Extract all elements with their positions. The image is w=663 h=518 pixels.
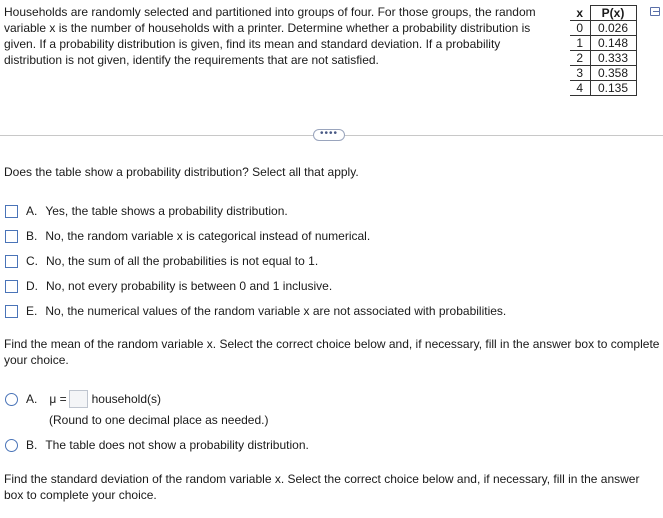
problem-statement: Households are randomly selected and partitioned into groups of four. For those groups, the random variable x is the number of households with a printer. Determine whether a probability distribution is given. If a probability distribution is given, find its mean and standard deviation. If a probability distribution is not given, identify the requirements that are not satisfied. — [4, 5, 536, 67]
radio-a[interactable] — [5, 393, 18, 406]
option-letter: E. — [26, 304, 38, 318]
option-text: No, the random variable x is categorical instead of numerical. — [45, 229, 371, 243]
probability-table — [570, 5, 637, 96]
option-text: No, the sum of all the probabilities is not equal to 1. — [46, 254, 319, 268]
checkbox-d[interactable] — [5, 280, 18, 293]
radio-option-a[interactable] — [5, 389, 161, 409]
copy-table-icon[interactable] — [650, 7, 660, 16]
radio-option-b[interactable] — [5, 437, 309, 453]
table-cell-p: 0.358 — [590, 66, 636, 81]
checkbox-option-e[interactable] — [5, 303, 506, 319]
table-cell-p: 0.148 — [590, 36, 636, 51]
checkbox-option-d[interactable] — [5, 278, 332, 294]
question-1-prompt: Does the table show a probability distribution? Select all that apply. — [4, 165, 359, 179]
mu-label: μ = — [49, 392, 67, 406]
option-text: No, not every probability is between 0 and 1 inclusive. — [46, 279, 333, 293]
checkbox-e[interactable] — [5, 305, 18, 318]
table-cell-x: 0 — [570, 21, 590, 36]
rounding-note: (Round to one decimal place as needed.) — [49, 413, 269, 427]
option-letter: B. — [26, 229, 38, 243]
table-cell-x: 4 — [570, 81, 590, 96]
table-cell-p: 0.135 — [590, 81, 636, 96]
table-cell-p: 0.333 — [590, 51, 636, 66]
radio-b[interactable] — [5, 439, 18, 452]
question-3-prompt: Find the standard deviation of the random variable x. Select the correct choice below and, if necessary, fill in the answer box to complete your choice. — [4, 472, 640, 502]
table-row — [570, 51, 636, 66]
option-text: Yes, the table shows a probability distribution. — [45, 204, 288, 218]
checkbox-b[interactable] — [5, 230, 18, 243]
table-cell-p: 0.026 — [590, 21, 636, 36]
checkbox-option-c[interactable] — [5, 253, 318, 269]
unit-label: household(s) — [91, 392, 161, 406]
table-header-px: P(x) — [590, 6, 636, 21]
checkbox-c[interactable] — [5, 255, 18, 268]
option-letter: D. — [26, 279, 38, 293]
table-row — [570, 21, 636, 36]
checkbox-option-b[interactable] — [5, 228, 370, 244]
option-text: No, the numerical values of the random variable x are not associated with probabilities. — [45, 304, 507, 318]
table-row — [570, 66, 636, 81]
table-header-x: x — [570, 6, 590, 21]
option-text: The table does not show a probability distribution. — [45, 438, 309, 452]
table-cell-x: 3 — [570, 66, 590, 81]
question-2-prompt: Find the mean of the random variable x. Select the correct choice below and, if necessary, fill in the answer box to complete your choice. — [4, 337, 660, 367]
table-row — [570, 81, 636, 96]
option-letter: A. — [26, 204, 38, 218]
checkbox-a[interactable] — [5, 205, 18, 218]
checkbox-option-a[interactable] — [5, 203, 288, 219]
option-letter: B. — [26, 438, 38, 452]
option-letter: C. — [26, 254, 38, 268]
table-cell-x: 2 — [570, 51, 590, 66]
table-row — [570, 36, 636, 51]
option-letter: A. — [26, 392, 38, 406]
table-cell-x: 1 — [570, 36, 590, 51]
mean-answer-input[interactable] — [69, 390, 88, 408]
expand-more-button[interactable]: •••• — [313, 129, 345, 141]
